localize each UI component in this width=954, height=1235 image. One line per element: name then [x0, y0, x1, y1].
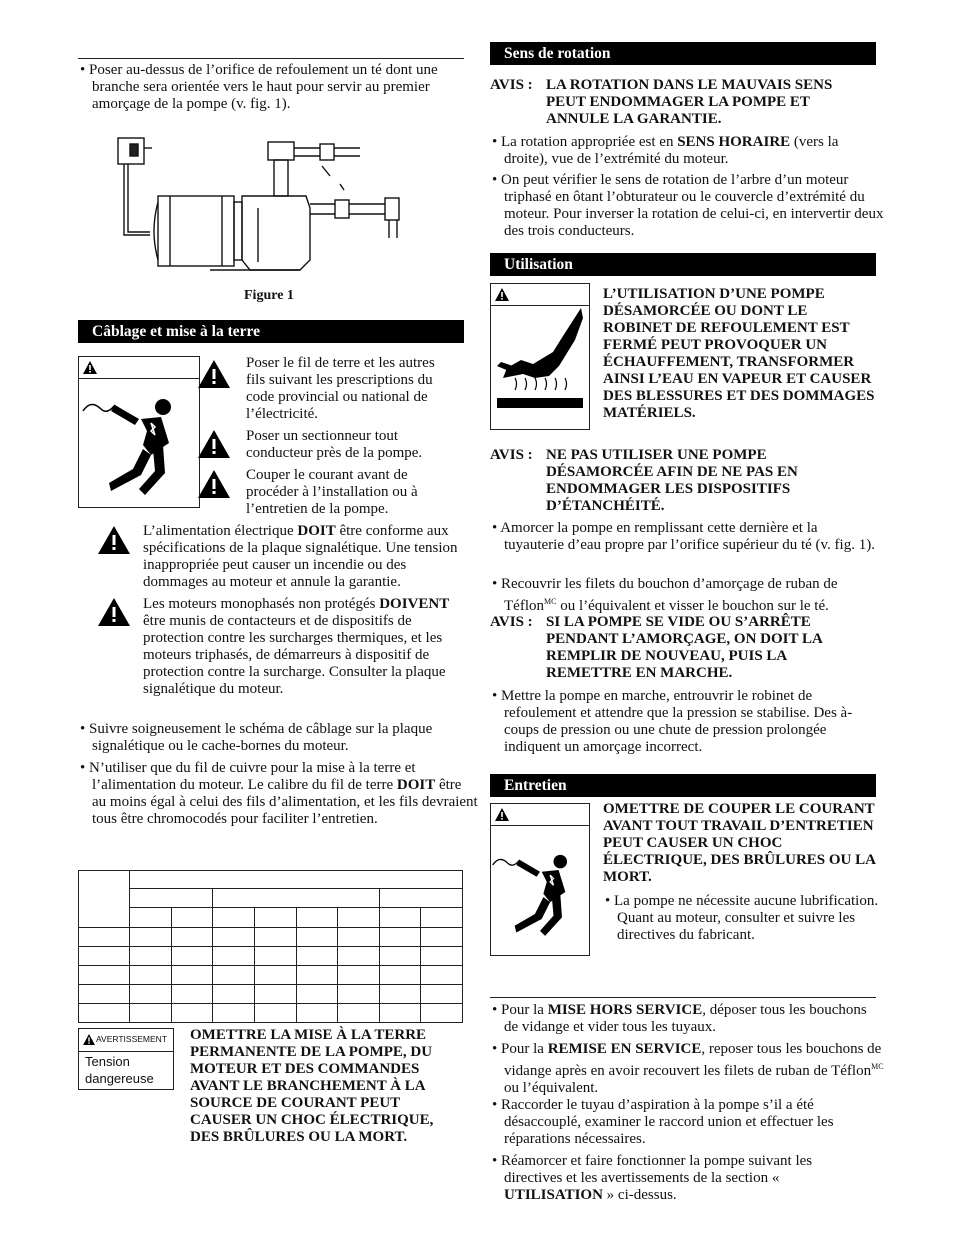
hazard-label: AVERTISSEMENT Tension dangereuse — [78, 1028, 174, 1090]
copper-bullet: • N’utiliser que du fil de cuivre pour la mise à la terre et l’alimentation du moteur. Le calibre du fil de terre DOIT être au moins égal à celui des fils d’alimentation, et les fils devraient tous être chromocodés pour faciliter l’entretien. — [80, 760, 478, 827]
maintenance-header: Entretien — [490, 774, 876, 797]
warning-triangle-icon — [495, 808, 509, 821]
util-bullet-1: • Amorcer la pompe en remplissant cette dernière et la tuyauterie d’eau propre par l’orifice supérieur du té (v. fig. 1). — [492, 520, 875, 553]
utilisation-header: Utilisation — [490, 253, 876, 276]
top-rule — [78, 58, 464, 59]
maint-shock-box — [490, 803, 590, 956]
follow-bullet: • Suivre soigneusement le schéma de câblage sur la plaque signalétique ou le cache-bornes du moteur. — [80, 721, 433, 754]
wire-size-table — [78, 870, 463, 1023]
service-bullet-3: • Raccorder le tuyau d’aspiration à la pompe s’il a été désaccouplé, examiner le raccord union et effectuer les réparations nécessaires. — [492, 1097, 834, 1147]
wiring-header: Câblage et mise à la terre — [78, 320, 464, 343]
avis-rotation: AVIS : LA ROTATION DANS LE MAUVAIS SENS PEUT ENDOMMAGER LA POMPE ET ANNULE LA GARANTIE. — [490, 77, 833, 127]
warning-triangle-icon — [83, 361, 97, 374]
avis-empty: AVIS : SI LA POMPE SE VIDE OU S’ARRÊTE PENDANT L’AMORÇAGE, ON DOIT LA REMPLIR DE NOUVEAU, PUIS LA REMETTRE EN MARCHE. — [490, 614, 823, 681]
warning-triangle-icon — [495, 288, 509, 301]
rotation-header: Sens de rotation — [490, 42, 876, 65]
lubrication-bullet: • La pompe ne nécessite aucune lubrification. Quant au moteur, consulter et suivre les directives du fabricant. — [605, 893, 879, 943]
hot-surface-hand-icon — [493, 306, 587, 426]
avis-dry: AVIS : NE PAS UTILISER UNE POMPE DÉSAMORCÉE AFIN DE NE PAS EN ENDOMMAGER LES DISPOSITIFS D’ÉTANCHÉITÉ. — [490, 447, 798, 514]
service-bullet-1: • Pour la MISE HORS SERVICE, déposer tous les bouchons de vidange et vider tous les tuyaux. — [492, 1002, 867, 1035]
hot-warning: L’UTILISATION D’UNE POMPE DÉSAMORCÉE OU DONT LE ROBINET DE REFOULEMENT EST FERMÉ PEUT PROVOQUER UN ÉCHAUFFEMENT, TRANSFORMER AINSI L’EAU EN VAPEUR ET CAUSER DES BLESSURES ET DES DOMMAGES MATÉRIELS. — [603, 286, 875, 421]
hot-warning-box — [490, 283, 590, 430]
pump-figure — [110, 130, 410, 280]
rotation-bullet-2: • On peut vérifier le sens de rotation de l’arbre d’un moteur triphasé en ôtant l’obturateur ou le couvercle d’extrémité du moteur. Pour inverser la rotation de celui-ci, en intervertir deux des trois conducteurs. — [492, 172, 884, 239]
warning-triangle-icon — [83, 1034, 95, 1045]
util-bullet-3: • Mettre la pompe en marche, entrouvrir le robinet de refoulement et attendre que la pression se stabilise. Des à-coups de pression ou une chute de pression prolongée indiquent un amorçage incorrect. — [492, 688, 853, 755]
warning-triangle-icon — [98, 598, 130, 626]
rotation-bullet-1: • La rotation appropriée est en SENS HORAIRE (vers la droite), vue de l’extrémité du moteur. — [492, 134, 839, 167]
warning-triangle-icon — [198, 360, 230, 388]
warning-triangle-icon — [198, 470, 230, 498]
ground-warning: OMETTRE LA MISE À LA TERRE PERMANENTE DE LA POMPE, DU MOTEUR ET DES COMMANDES AVANT LE BRANCHEMENT À LA SOURCE DE COURANT PEUT CAUSER UN CHOC ÉLECTRIQUE, DES BRÛLURES OU LA MORT. — [190, 1027, 434, 1145]
electric-shock-person-icon — [81, 383, 197, 503]
electric-shock-person-icon — [491, 832, 589, 952]
shock-warning: OMETTRE DE COUPER LE COURANT AVANT TOUT TRAVAIL D’ENTRETIEN PEUT CAUSER UN CHOC ÉLECTRIQUE, DES BRÛLURES OU LA MORT. — [603, 801, 876, 885]
warning-triangle-icon — [198, 430, 230, 458]
service-bullet-2: • Pour la REMISE EN SERVICE, reposer tous les bouchons de vidange après en avoir recouvert les filets de ruban de Téflon$^{MC}$ ou l’équivalent. — [492, 1041, 884, 1096]
shock-warning-box — [78, 356, 200, 508]
warning-triangle-icon — [98, 526, 130, 554]
intro-bullet: • Poser au-dessus de l’orifice de refoulement un té dont une branche sera orientée vers le haut pour servir au premier amorçage de la pompe (v. fig. 1). — [80, 62, 438, 112]
util-bullet-2: • Recouvrir les filets du bouchon d’amorçage de ruban de Téflon$^{MC}$ ou l’équivalent et visser le bouchon sur le té. — [492, 576, 838, 614]
figure-caption: Figure 1 — [244, 288, 294, 303]
service-rule — [490, 997, 876, 998]
service-bullet-4: • Réamorcer et faire fonctionner la pompe suivant les directives et les avertissements de la section « UTILISATION » ci-dessus. — [492, 1153, 813, 1203]
